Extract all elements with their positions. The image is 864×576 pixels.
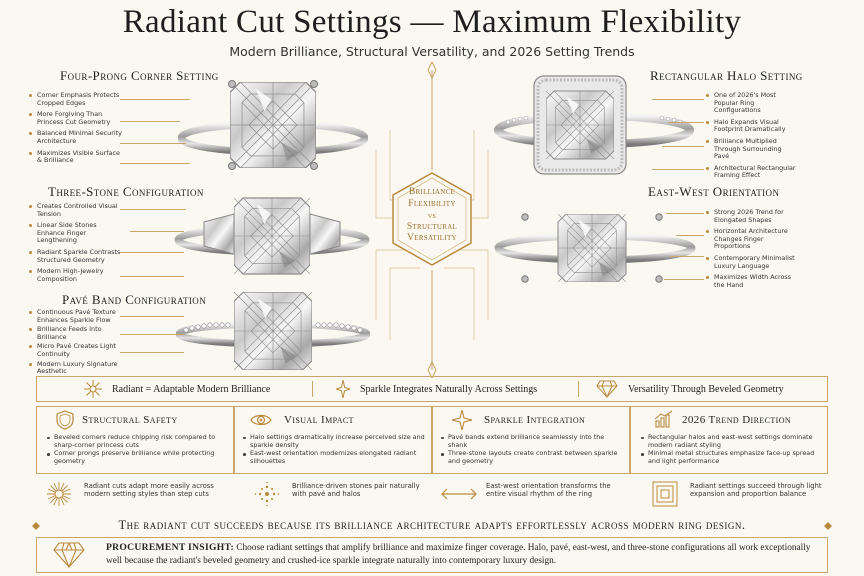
leader-line	[666, 213, 704, 214]
summary-statement: The radiant cut succeeds because its brilliance architecture adapts effortlessly across modern ring design.	[118, 518, 746, 532]
panel-3-body	[440, 434, 624, 467]
pave-bullet-1: Continuous Pavé Texture Enhances Sparkle Flow	[28, 309, 126, 324]
dotted-burst-icon	[254, 481, 280, 507]
band-item-3	[596, 380, 784, 398]
three-stone-bullet-1: Creates Controlled Visual Tension	[28, 203, 126, 218]
four-prong-bullet-3: Balanced Minimal Security Architecture	[28, 130, 126, 145]
center-line-5: Versatility	[407, 233, 457, 243]
frame-icon	[652, 481, 678, 507]
shield-icon	[56, 410, 74, 430]
center-line-3: vs	[427, 211, 437, 220]
three-stone-title: Three-Stone Configuration	[48, 184, 204, 199]
panel-2-bullet-2: East-west orientation modernizes elongated radiant silhouettes	[242, 450, 426, 465]
east-west-bullet-1: Strong 2026 Trend for Elongated Shapes	[705, 209, 797, 224]
panel-3-bullet-1: Pavé bands extend brilliance seamlessly into the shank	[440, 434, 624, 449]
center-line-2: Flexibility	[408, 198, 456, 209]
sunburst-icon	[46, 481, 72, 507]
leader-line	[120, 334, 184, 335]
band-item-2-label: Sparkle Integrates Naturally Across Settings	[360, 383, 538, 395]
sparkle-icon	[336, 380, 350, 398]
halo-bullets	[705, 92, 797, 184]
leader-line	[120, 209, 186, 210]
row2-text-2: Brilliance-driven stones pair naturally with pavé and halos	[292, 482, 420, 498]
leader-line	[120, 252, 184, 253]
panel-2-body	[242, 434, 426, 467]
east-west-bullet-2: Horizontal Architecture Changes Finger Proportions	[705, 228, 797, 251]
east-west-bullet-4: Maximizes Width Across the Hand	[705, 274, 797, 289]
east-west-bullets	[705, 209, 797, 293]
band-item-2	[336, 380, 537, 398]
pave-ring-image	[176, 292, 370, 372]
three-stone-ring-image	[174, 192, 370, 282]
pave-bullet-4: Modern Luxury Signature Aesthetic	[28, 361, 126, 376]
four-prong-bullet-1: Corner Emphasis Protects Cropped Edges	[28, 92, 126, 107]
row2-text-1: Radiant cuts adapt more easily across modern setting styles than step cuts	[84, 482, 214, 498]
four-prong-bullets	[28, 92, 126, 169]
center-label	[391, 187, 473, 245]
leader-line	[130, 231, 184, 232]
leader-line	[120, 276, 184, 277]
panel-2-bullet-1: Halo settings dramatically increase perceived size and sparkle density	[242, 434, 426, 449]
center-line-4: Structural	[406, 221, 458, 232]
leader-line	[664, 279, 704, 280]
halo-bullet-1: One of 2026's Most Popular Ring Configurations	[705, 92, 797, 115]
center-line-1: Brilliance	[408, 187, 456, 197]
band-item-3-label: Versatility Through Beveled Geometry	[628, 383, 784, 395]
leader-line	[120, 99, 190, 100]
panel-1-bullet-2: Corner prongs preserve brilliance while protecting geometry	[46, 450, 228, 465]
panel-3-title: Sparkle Integration	[484, 414, 586, 426]
leader-line	[120, 143, 186, 144]
halo-bullet-3: Brilliance Multiplied Through Surrounding Pavé	[705, 138, 797, 161]
leader-line	[120, 121, 180, 122]
sparkle-icon	[452, 410, 472, 430]
three-stone-bullet-4: Modern High-Jewelry Composition	[28, 268, 126, 283]
procurement-label: PROCUREMENT INSIGHT:	[106, 542, 234, 553]
three-stone-bullet-2: Linear Side Stones Enhance Finger Lengthening	[28, 222, 126, 245]
sunburst-icon	[84, 380, 102, 398]
leader-line	[120, 163, 190, 164]
halo-title: Rectangular Halo Setting	[650, 68, 803, 83]
panel-3-bullet-2: Three-stone layouts create contrast between sparkle and geometry	[440, 450, 624, 465]
three-stone-bullet-3: Radiant Sparkle Contrasts Structured Geometry	[28, 249, 126, 264]
halo-ring-image	[494, 74, 694, 178]
pave-title: Pavé Band Configuration	[62, 292, 207, 307]
four-prong-ring-image	[178, 80, 368, 174]
band-item-1-label: Radiant = Adaptable Modern Brilliance	[112, 383, 271, 395]
procurement-body: Choose radiant settings that amplify brilliance and maximize finger coverage. Halo, pavé, east-west, and three-stone configurations all work exceptionally well because the radiant's beveled geometry and crushed-ice sparkle integrate naturally into contemporary luxury design.	[106, 543, 811, 566]
panel-4-bullet-2: Minimal metal structures emphasize face-up spread and light performance	[640, 450, 824, 465]
band-item-1	[84, 380, 270, 398]
leader-line	[120, 316, 184, 317]
halo-bullet-4: Architectural Rectangular Framing Effect	[705, 165, 797, 180]
double-arrow-icon	[440, 487, 478, 501]
leader-line	[676, 235, 704, 236]
leader-line	[120, 352, 184, 353]
halo-bullet-2: Halo Expands Visual Footprint Dramatically	[705, 119, 797, 134]
eye-icon	[250, 412, 272, 428]
four-prong-bullet-4: Maximizes Visible Surface & Brilliance	[28, 150, 126, 165]
east-west-bullet-3: Contemporary Minimalist Luxury Language	[705, 255, 797, 270]
pave-bullets	[28, 309, 126, 378]
row2-text-4: Radiant settings succeed through light expansion and proportion balance	[690, 482, 822, 498]
panel-4-body	[640, 434, 824, 467]
east-west-ring-image	[494, 206, 696, 288]
leader-line	[652, 169, 704, 170]
panel-1-body	[46, 434, 228, 467]
row2-text-3: East-west orientation transforms the entire visual rhythm of the ring	[486, 482, 611, 498]
page-subtitle: Modern Brilliance, Structural Versatility, and 2026 Setting Trends	[229, 44, 635, 59]
trend-chart-icon	[654, 410, 674, 428]
panel-4-title: 2026 Trend Direction	[682, 414, 792, 426]
three-stone-bullets	[28, 203, 126, 287]
panel-1-bullet-1: Beveled corners reduce chipping risk compared to sharp-corner princess cuts	[46, 434, 228, 449]
diamond-icon	[52, 541, 86, 569]
four-prong-bullet-2: More Forgiving Than Princess Cut Geometry	[28, 111, 126, 126]
leader-line	[652, 99, 704, 100]
diamond-icon	[596, 380, 618, 398]
band-divider	[312, 381, 313, 397]
panel-2-title: Visual Impact	[284, 414, 354, 426]
panel-1-title: Structural Safety	[82, 414, 178, 426]
leader-line	[670, 256, 704, 257]
pave-bullet-3: Micro Pavé Creates Light Continuity	[28, 343, 126, 358]
four-prong-title: Four-Prong Corner Setting	[60, 68, 219, 83]
page-title: Radiant Cut Settings — Maximum Flexibility	[122, 4, 742, 40]
leader-line	[668, 122, 704, 123]
east-west-title: East-West Orientation	[648, 184, 780, 199]
pave-bullet-2: Brilliance Feeds Into Brilliance	[28, 326, 126, 341]
panel-4-bullet-1: Rectangular halos and east-west settings dominate modern radiant styling	[640, 434, 824, 449]
procurement-text	[106, 541, 822, 568]
band-divider	[578, 381, 579, 397]
leader-line	[662, 146, 704, 147]
